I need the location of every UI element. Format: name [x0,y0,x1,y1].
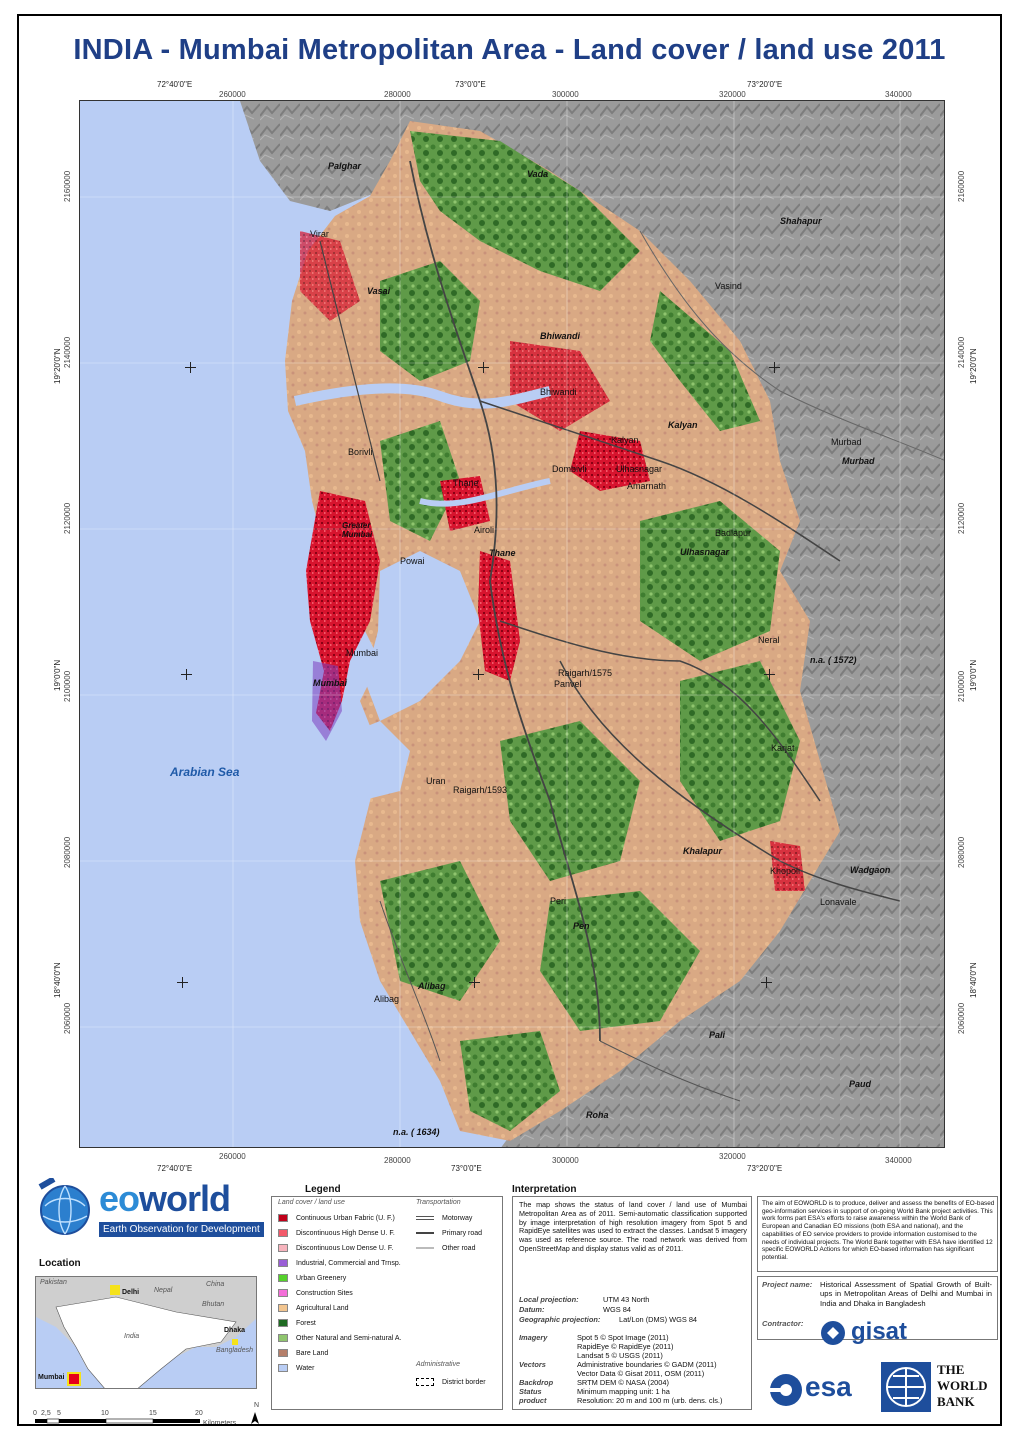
legend-transport [416,1243,475,1253]
town-label: Peri [550,896,567,906]
graticule-cross [769,362,780,373]
location-label: Pakistan [40,1279,67,1286]
district-label: Pen [573,921,590,931]
right-utm-label: 2140000 [957,336,966,368]
top-utm-label: 340000 [885,90,912,99]
contractor-key: Contractor: [762,1319,804,1328]
kv-value: UTM 43 North [603,1295,650,1304]
bottom-degree-label: 72°40'0"E [157,1164,193,1173]
project-name-key: Project name: [762,1280,813,1289]
town-label: Bhiwandi [540,387,577,397]
graticule-cross [478,362,489,373]
kv-key: product [519,1396,547,1405]
eoworld-logo [35,1178,260,1238]
town-label: Murbad [831,437,862,447]
legend [271,1196,503,1410]
kv-key: Vectors [519,1360,546,1369]
other-road-symbol [416,1245,434,1251]
right-utm-label: 2080000 [957,836,966,868]
district-label: Palghar [328,161,362,171]
kv-value: Resolution: 20 m and 100 m (urb. dens. cls.) [577,1396,723,1405]
swatch [278,1334,288,1342]
scale-tick: 0 [33,1410,37,1417]
location-label: China [206,1281,225,1288]
bottom-panel [19,1154,1000,1424]
legend-class [278,1273,346,1283]
kv-key: Backdrop [519,1378,554,1387]
town-label: Badlapur [715,528,752,538]
interpretation-text: The map shows the status of land cover / land use of Mumbai Metropolitan Area as of 2011. Semi-automatic classification supported by image interpretation of high resolution imagery from Spot 5 and RapidEye satellites was used to extract the classes. Landsat 5 imagery was used as reference source. The road network was derived from OpenStreetMap and display status valid as of 2011. [519,1200,747,1253]
kv-value: Spot 5 © Spot Image (2011) [577,1333,669,1342]
legend-transport [416,1213,472,1223]
gisat-icon [819,1318,849,1348]
kv-value: WGS 84 [603,1305,631,1314]
district-label: Vada [527,169,549,179]
map-sheet [17,14,1002,1426]
scale-tick: 15 [149,1410,157,1417]
district-label: n.a. ( 1634) [393,1127,440,1137]
primary-road-symbol [416,1230,434,1236]
location-label: India [124,1333,140,1340]
location-label: Dhaka [224,1327,246,1334]
kv-value: Landsat 5 © USGS (2011) [577,1351,663,1360]
location-label: Bangladesh [216,1347,253,1354]
legend-title: Legend [305,1184,341,1195]
legend-class-label: Agricultural Land [296,1304,349,1312]
esa-wordmark: esa [805,1371,852,1402]
district-label: n.a. ( 1572) [810,655,857,665]
eoworld-wordmark [99,1178,230,1220]
swatch [278,1304,288,1312]
legend-class [278,1333,401,1343]
kv-key: Status [519,1387,542,1396]
district-label: Roha [586,1110,609,1120]
swatch [278,1229,288,1237]
legend-transport [416,1228,482,1238]
gisat-wordmark: gisat [851,1318,908,1345]
bottom-utm-label: 280000 [384,1156,411,1165]
motorway-symbol [416,1215,434,1221]
legend-class-label: Industrial, Commercial and Trnsp. [296,1259,401,1267]
swatch [278,1214,288,1222]
top-degree-label: 73°0'0"E [455,80,486,89]
eoworld-tagline: Earth Observation for Development [99,1222,264,1237]
right-utm-label: 2100000 [957,670,966,702]
esa-logo [761,1369,861,1409]
top-utm-label: 300000 [552,90,579,99]
district-label: Bhiwandi [540,331,580,341]
town-label: Khopoli [770,866,801,876]
scale-tick: 2,5 [41,1410,51,1417]
world-bank-line: BANK [937,1394,975,1409]
legend-col-landcover: Land cover / land use [278,1199,345,1206]
bottom-utm-label: 300000 [552,1156,579,1165]
legend-transport-label: Other road [442,1244,476,1252]
bottom-degree-label: 73°20'0"E [747,1164,783,1173]
world-bank-line: WORLD [937,1378,988,1393]
swatch [278,1259,288,1267]
legend-class-label: Continuous Urban Fabric (U. F.) [296,1214,395,1222]
location-label: Nepal [154,1287,173,1294]
scale-tick: 20 [195,1410,203,1417]
district-label: Alibag [418,981,446,991]
kv-value: Vector Data © Gisat 2011, OSM (2011) [577,1369,705,1378]
kv-value: RapidEye © RapidEye (2011) [577,1342,674,1351]
top-degree-label: 72°40'0"E [157,80,193,89]
district-label: Murbad [842,456,875,466]
town-label: Vasind [715,281,742,291]
right-utm-label: 2160000 [957,170,966,202]
town-label: Virar [310,229,329,239]
kv-value: SRTM DEM © NASA (2004) [577,1378,669,1387]
graticule-cross [761,977,772,988]
legend-class [278,1363,314,1373]
town-label: Raigarh/1593 [453,785,508,795]
town-label: Lonavale [820,897,857,907]
eoworld-wordmark-a: eo [99,1178,140,1219]
district-label: Kalyan [668,420,698,430]
district-label: Khalapur [683,846,723,856]
location-label: Bhutan [202,1301,225,1308]
town-label: Borivli [348,447,373,457]
legend-transport-label: Motorway [442,1214,473,1222]
top-degree-label: 73°20'0"E [747,80,783,89]
district-label: Paud [849,1079,872,1089]
left-utm-label: 2060000 [63,1002,72,1034]
world-bank-logo [881,1362,999,1418]
town-label: Mumbai [346,648,379,658]
swatch [278,1319,288,1327]
right-utm-label: 2120000 [957,502,966,534]
district-border-symbol [416,1378,434,1386]
left-utm-label: 2080000 [63,836,72,868]
scale-tick: 5 [57,1410,61,1417]
legend-class [278,1243,393,1253]
left-utm-label: 2100000 [63,670,72,702]
district-label: Mumbai [313,678,348,688]
graticule-cross [764,669,775,680]
scale-bar [33,1402,260,1426]
town-label: Panvel [554,679,582,689]
interpretation-title: Interpretation [512,1184,577,1195]
legend-class-label: Discontinuous High Dense U. F. [296,1229,395,1237]
graticule-cross [473,669,484,680]
swatch [278,1349,288,1357]
district-label: Thane [489,548,516,558]
town-label: Alibag [374,994,400,1004]
kv-key: Local projection: [519,1295,579,1304]
legend-transport-label: Primary road [442,1229,483,1237]
kv-value: Minimum mapping unit: 1 ha [577,1387,670,1396]
right-utm-label: 2060000 [957,1002,966,1034]
right-degree-label: 19°0'0"N [969,659,978,691]
legend-class-label: Construction Sites [296,1289,353,1297]
left-utm-label: 2140000 [63,336,72,368]
map-title: INDIA - Mumbai Metropolitan Area - Land cover / land use 2011 [73,34,946,66]
swatch [278,1364,288,1372]
aim-text: The aim of EOWORLD is to produce, deliver and assess the benefits of EO-based geo-information services in support of on-going World Bank project activities. This work forms part ESA's efforts to raise awareness within the World Bank of European and Canadian EO missions (both ESA and national), and the capabilities of EO service providers to provide information customised to the needs of individual projects. The World Bank together with ESA have identified 12 specific EOWORLD Actions for which EO-based information has significant potential. [762,1200,995,1261]
bottom-utm-label: 320000 [719,1152,746,1161]
bottom-degree-label: 73°0'0"E [451,1164,482,1173]
bottom-utm-label: 340000 [885,1156,912,1165]
legend-col-transport: Transportation [416,1199,461,1206]
top-utm-label: 320000 [719,90,746,99]
project-name-value: Historical Assessment of Spatial Growth of Built-ups in Metropolitan Areas of Delhi and Mumbai in India and Dhaka in Bangladesh [820,1280,992,1308]
town-label: Ulhasnagar [616,464,663,474]
scale-tick: 10 [101,1410,109,1417]
kv-key: Geographic projection: [519,1315,601,1324]
eoworld-wordmark-b: world [139,1178,231,1219]
location-label: Mumbai [38,1374,65,1381]
legend-class-label: Bare Land [296,1349,329,1357]
town-label: Airoli [474,525,495,535]
left-degree-label: 18°40'0"N [53,962,62,998]
legend-class-label: Urban Greenery [296,1274,347,1282]
bottom-utm-label: 260000 [219,1152,246,1161]
town-label: Thane [453,478,479,488]
legend-class-label: Water [296,1364,315,1372]
town-label: Neral [758,635,780,645]
swatch [278,1289,288,1297]
town-label: Dombivli [552,464,587,474]
aim-panel [757,1196,998,1272]
location-title: Location [39,1258,81,1269]
town-label: Uran [426,776,446,786]
swatch [278,1274,288,1282]
legend-class-label: Forest [296,1319,316,1327]
legend-class-label: Other Natural and Semi-natural A. [296,1334,402,1342]
legend-class [278,1288,353,1298]
legend-class [278,1348,328,1358]
sea-label: Arabian Sea [170,765,240,779]
graticule-cross [185,362,196,373]
legend-col-admin: Administrative [416,1361,460,1368]
location-inset-map [35,1276,257,1389]
esa-icon [769,1373,803,1407]
district-label: Pali [709,1030,726,1040]
kv-value: Administrative boundaries © GADM (2011) [577,1360,717,1369]
kv-key: Imagery [519,1333,548,1342]
left-utm-label: 2120000 [63,502,72,534]
legend-class [278,1213,395,1223]
legend-class-label: Discontinuous Low Dense U. F. [296,1244,394,1252]
town-label: Amarnath [627,481,667,491]
interpretation-panel [512,1196,752,1410]
top-utm-label: 280000 [384,90,411,99]
town-label: Kalyan [611,435,639,445]
world-bank-globe-icon [881,1362,931,1412]
right-degree-label: 19°20'0"N [969,348,978,384]
legend-admin [416,1377,486,1387]
north-arrow-label: N [254,1402,260,1409]
graticule-cross [177,977,188,988]
district-label: Shahapur [780,216,822,226]
swatch [278,1244,288,1252]
kv-value: Lat/Lon (DMS) WGS 84 [619,1315,698,1324]
kv-key: Datum: [519,1305,545,1314]
town-label: Powai [400,556,425,566]
legend-admin-label: District border [442,1378,486,1386]
right-degree-label: 18°40'0"N [969,962,978,998]
district-label: Greater Mumbai [342,521,373,539]
globe-icon [35,1178,95,1238]
map-canvas [80,101,945,1148]
left-degree-label: 19°0'0"N [53,659,62,691]
district-label: Vasai [367,286,391,296]
legend-class [278,1228,395,1238]
land-cover-map[interactable] [79,100,945,1148]
left-degree-label: 19°20'0"N [53,348,62,384]
top-utm-label: 260000 [219,90,246,99]
scale-unit: Kilometers [203,1420,237,1426]
town-label: Karjat [771,743,795,753]
location-label: Delhi [122,1289,140,1296]
graticule-cross [469,977,480,988]
district-label: Wadgaon [850,865,891,875]
gisat-logo [819,1318,929,1350]
legend-class [278,1303,349,1313]
left-utm-label: 2160000 [63,170,72,202]
graticule-cross [181,669,192,680]
world-bank-line: THE [937,1362,965,1377]
legend-class [278,1318,316,1328]
legend-class [278,1258,401,1268]
district-label: Ulhasnagar [680,547,730,557]
town-label: Raigarh/1575 [558,668,613,678]
